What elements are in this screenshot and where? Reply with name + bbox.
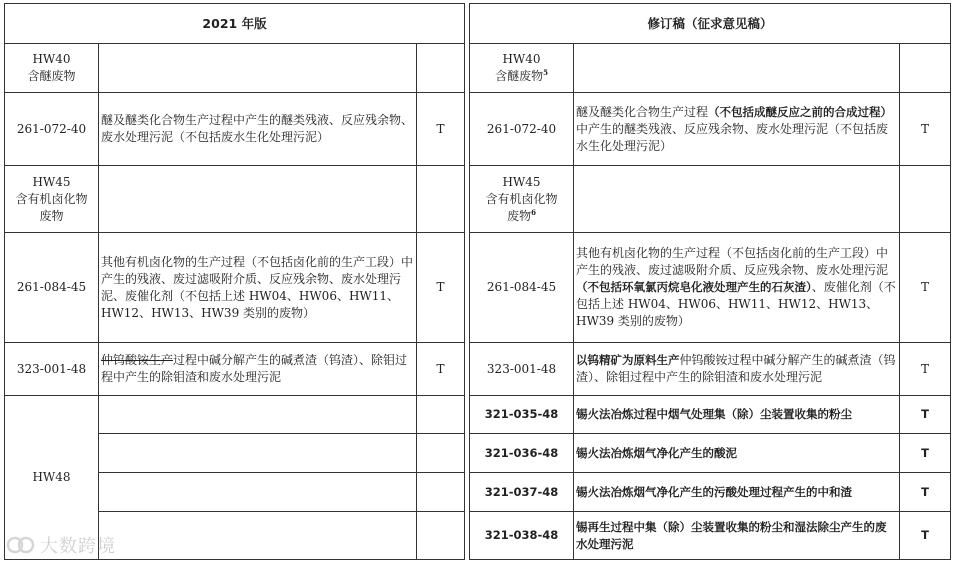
waste-description-right: 锡再生过程中集（除）尘装置收集的粉尘和湿法除尘产生的废水处理污泥 — [574, 512, 900, 560]
waste-code-right: 321-036-48 — [470, 434, 574, 473]
waste-description-right: 锡火法冶炼烟气净化产生的污酸处理过程产生的中和渣 — [574, 473, 900, 512]
empty-cell — [417, 512, 465, 560]
table-row-323-001-48 — [5, 343, 951, 396]
empty-cell — [99, 166, 417, 233]
empty-cell — [417, 396, 465, 434]
empty-cell — [417, 44, 465, 93]
description-text: 其他有机卤化物的生产过程（不包括卤化前的生产工段）中产生的残液、废过滤吸附介质、反应残余物、废水处理污泥 — [576, 246, 889, 277]
category-label: HW45 含有机卤化物 废物 — [485, 174, 558, 223]
waste-description-left — [99, 343, 417, 396]
hazard-characteristic-right: T — [900, 233, 951, 343]
hazard-characteristic-right: T — [900, 93, 951, 166]
waste-description-right: 锡火法冶炼烟气净化产生的酸泥 — [574, 434, 900, 473]
watermark-text: 大数跨境 — [40, 536, 116, 557]
table-row-321-038-48 — [5, 512, 951, 560]
hazard-characteristic-right: T — [900, 343, 951, 396]
waste-description-left: 其他有机卤化物的生产过程（不包括卤化前的生产工段）中产生的残液、废过滤吸附介质、反应残余物、废水处理污泥、废催化剂（不包括上述 HW04、HW06、HW11、HW12、HW13、HW39 类别的废物） — [99, 233, 417, 343]
category-cell-hw48: HW48 — [5, 396, 99, 560]
waste-code-right: 321-037-48 — [470, 473, 574, 512]
waste-description-right — [574, 343, 900, 396]
hazard-characteristic-right: T — [900, 512, 951, 560]
category-cell-hw45-left: HW45 含有机卤化物 废物 — [5, 166, 99, 233]
waste-code-right: 323-001-48 — [470, 343, 574, 396]
waste-code-right: 261-072-40 — [470, 93, 574, 166]
description-deleted-text: 仲钨酸铵生产 — [101, 353, 174, 367]
category-cell-hw40-right — [470, 44, 574, 93]
watermark-logo-icon — [6, 534, 36, 556]
description-text: 中产生的醚类残液、反应残余物、废水处理污泥（不包括废水生化处理污泥） — [576, 121, 889, 153]
hazard-characteristic-right: T — [900, 473, 951, 512]
table-row-321-035-48 — [5, 396, 951, 434]
category-label: HW40 含醚废物 — [495, 52, 544, 83]
description-added-text: （不包括成醚反应之前的合成过程） — [708, 104, 893, 119]
category-cell-hw40-left: HW40 含醚废物 — [5, 44, 99, 93]
watermark — [6, 532, 116, 558]
empty-cell — [417, 473, 465, 512]
empty-cell — [417, 434, 465, 473]
table-row-261-084-45 — [5, 233, 951, 343]
header-2021-edition: 2021 年版 — [5, 4, 465, 44]
hazard-characteristic-left: T — [417, 343, 465, 396]
header-row — [5, 4, 951, 44]
empty-cell — [900, 44, 951, 93]
footnote-marker: 6 — [531, 207, 536, 217]
table-row-321-036-48 — [5, 434, 951, 473]
description-text: 仲钨酸铵过程中碱分解产生的碱煮渣（钨渣）、除钼过程中产生的除钼渣和废水处理污泥 — [576, 353, 896, 384]
waste-code-right: 261-084-45 — [470, 233, 574, 343]
waste-code-left: 323-001-48 — [5, 343, 99, 396]
empty-cell — [99, 396, 417, 434]
table-row-261-072-40 — [5, 93, 951, 166]
hazard-characteristic-right: T — [900, 434, 951, 473]
hazard-characteristic-left: T — [417, 93, 465, 166]
description-added-text: （不包括环氧氯丙烷皂化液处理产生的石灰渣） — [576, 280, 812, 294]
empty-cell — [417, 166, 465, 233]
waste-description-right — [574, 233, 900, 343]
empty-cell — [99, 473, 417, 512]
empty-cell — [99, 434, 417, 473]
category-cell-hw45-right — [470, 166, 574, 233]
footnote-marker: 5 — [543, 68, 548, 77]
description-added-text: 以钨精矿为原料生产 — [576, 353, 680, 367]
empty-cell — [574, 166, 900, 233]
hazard-characteristic-left: T — [417, 233, 465, 343]
waste-description-right — [574, 93, 900, 166]
waste-description-right: 锡火法冶炼过程中烟气处理集（除）尘装置收集的粉尘 — [574, 396, 900, 434]
table-row-hw40 — [5, 44, 951, 93]
waste-code-right: 321-035-48 — [470, 396, 574, 434]
waste-code-left: 261-072-40 — [5, 93, 99, 166]
table-row-321-037-48 — [5, 473, 951, 512]
waste-code-left: 261-084-45 — [5, 233, 99, 343]
waste-code-right: 321-038-48 — [470, 512, 574, 560]
empty-cell — [574, 44, 900, 93]
empty-cell — [99, 512, 417, 560]
empty-cell — [99, 44, 417, 93]
waste-description-left: 醚及醚类化合物生产过程中产生的醚类残液、反应残余物、废水处理污泥（不包括废水生化处理污泥） — [99, 93, 417, 166]
hazard-characteristic-right: T — [900, 396, 951, 434]
comparison-table — [4, 3, 951, 560]
table-row-hw45 — [5, 166, 951, 233]
header-revision-draft: 修订稿（征求意见稿） — [470, 4, 951, 44]
description-text: 、废催化剂（不包括上述 HW04、HW06、HW11、HW12、HW13、HW39 类别的废物） — [576, 280, 896, 328]
description-text: 醚及醚类化合物生产过程 — [576, 104, 709, 119]
description-text: 过程中碱分解产生的碱煮渣（钨渣）、除钼过程中产生的除钼渣和废水处理污泥 — [101, 353, 408, 384]
empty-cell — [900, 166, 951, 233]
